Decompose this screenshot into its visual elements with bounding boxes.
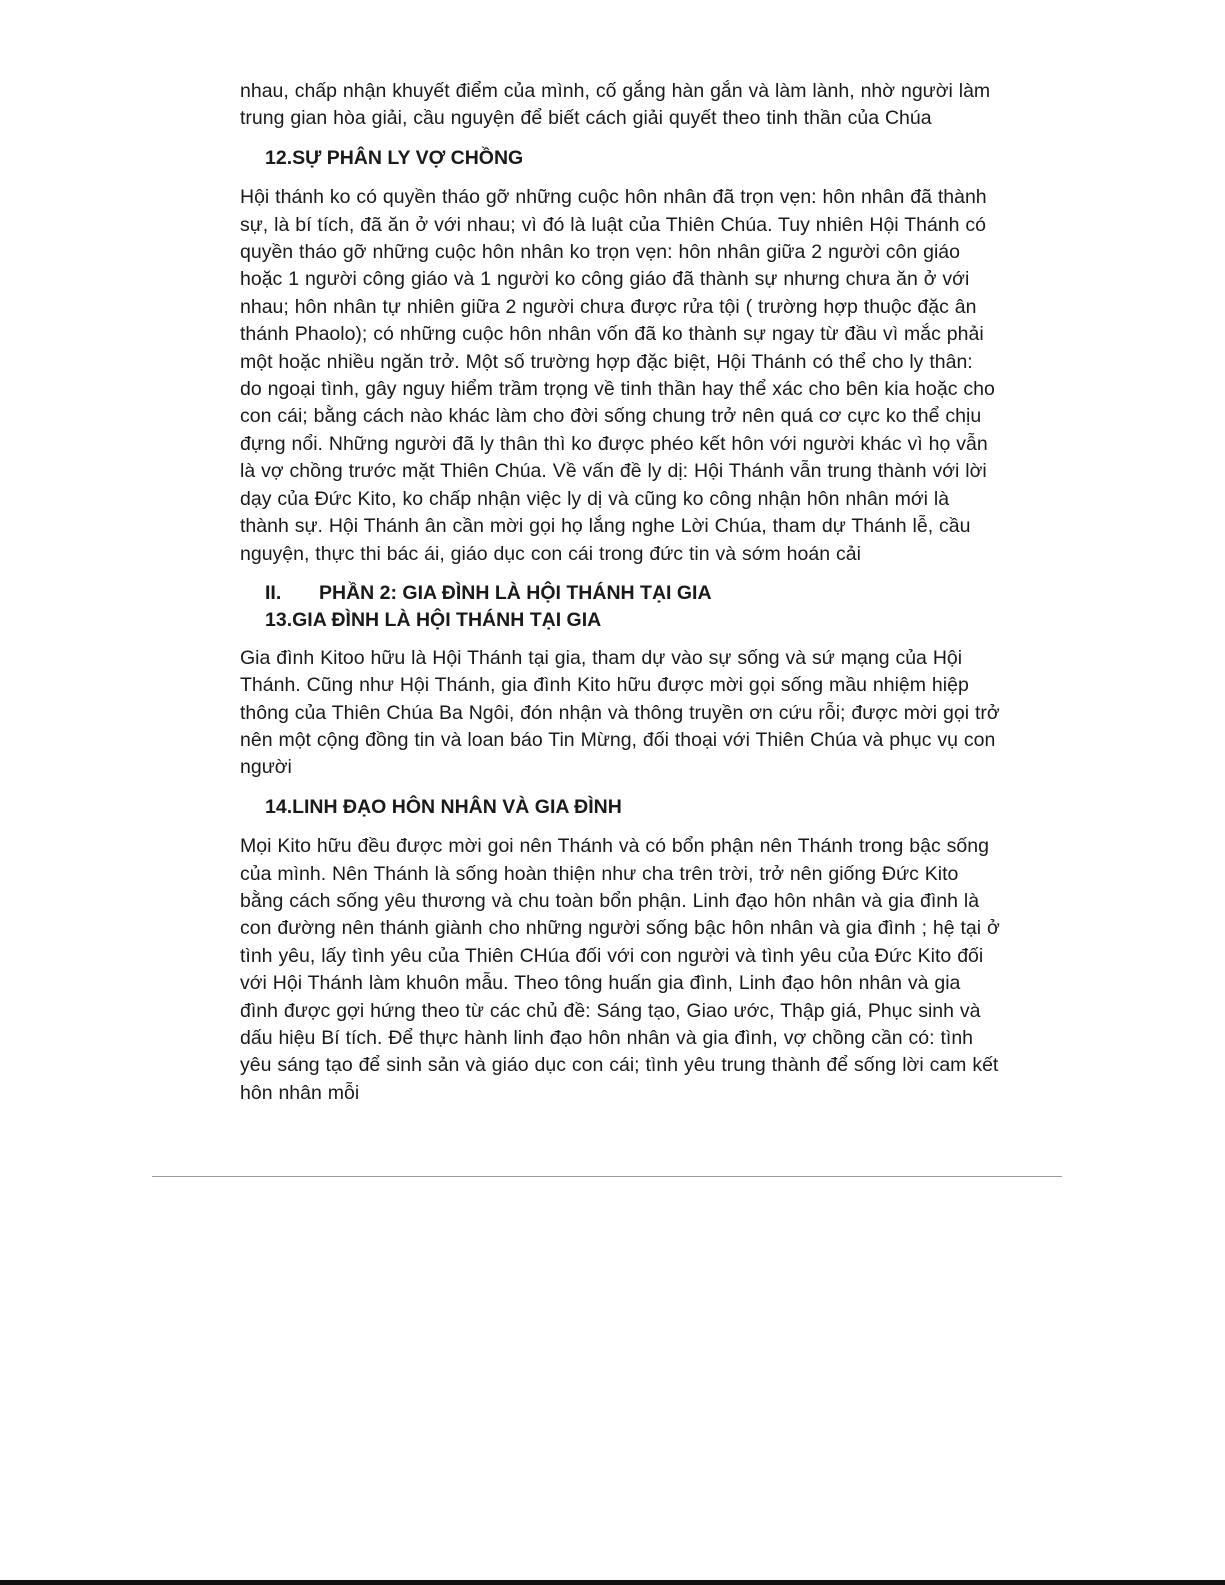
part-number: II. [265, 581, 282, 604]
page-footer-divider [152, 1176, 1062, 1177]
paragraph-domestic-church: Gia đình Kitoo hữu là Hội Thánh tại gia, tham dự vào sự sống và sứ mạng của Hội Thánh. Cũng như Hội Thánh, gia đình Kito hữu được mời gọi sống mầu nhiệm hiệp thông của Thiên Chúa Ba Ngôi, đón nhận và thông truyền ơn cứu rỗi; được mời gọi trở nên một cộng đồng tin và loan báo Tin Mừng, đối thoại với Thiên Chúa và phục vụ con người [240, 646, 1000, 779]
paragraph-separation: Hội thánh ko có quyền tháo gỡ những cuộc hôn nhân đã trọn vẹn: hôn nhân đã thành sự, là bí tích, đã ăn ở với nhau; vì đó là luật của Thiên Chúa. Tuy nhiên Hội Thánh có quyền tháo gỡ những cuộc hôn nhân ko trọn vẹn: hôn nhân giữa 2 người côn giáo hoặc 1 người công giáo và 1 người ko công giáo đã thành sự nhưng chưa ăn ở với nhau; hôn nhân tự nhiên giữa 2 người chưa được rửa tội ( trường hợp thuộc đặc ân thánh Phaolo); có những cuộc hôn nhân vốn đã ko thành sự ngay từ đầu vì mắc phải một hoặc nhiều ngăn trở. Một số trường hợp đặc biệt, Hội Thánh có thể cho ly thân: do ngoại tình, gây nguy hiểm trầm trọng về tinh thần hay thể xác cho bên kia hoặc cho con cái; bằng cách nào khác làm cho đời sống chung trở nên quá cơ cực ko thể chịu đựng nổi. Những người đã ly thân thì ko được phéo kết hôn với người khác vì họ vẫn là vợ chồng trước mặt Thiên Chúa. Về vấn đề ly dị: Hội Thánh vẫn trung thành với lời dạy của Đức Kito, ko chấp nhận việc ly dị và cũng ko công nhận hôn nhân mới là thành sự. Hội Thánh ân cần mời gọi họ lắng nghe Lời Chúa, tham dự Thánh lễ, cầu nguyện, thực thi bác ái, giáo dục con cái trong đức tin và sớm hoán cải [240, 186, 995, 565]
paragraph-continuation: nhau, chấp nhận khuyết điểm của mình, cố gắng hàn gắn và làm lành, nhờ người làm trung gian hòa giải, cầu nguyện để biết cách giải quyết theo tinh thần của Chúa [240, 80, 991, 130]
page-bottom-edge [0, 1580, 1225, 1585]
paragraph-spirituality: Mọi Kito hữu đều được mời goi nên Thánh và có bổn phận nên Thánh trong bậc sống của mình. Nên Thánh là sống hoàn thiện như cha trên trời, trở nên giống Đức Kito bằng cách sống yêu thương và chu toàn bổn phận. Linh đạo hôn nhân và gia đình là con đường nên thánh giành cho những người sống bậc hôn nhân và gia đình ; hệ tại ở tình yêu, lấy tình yêu của Thiên CHúa đối với con người và tình yêu của Đức Kito đối với Hội Thánh làm khuôn mẫu. Theo tông huấn gia đình, Linh đạo hôn nhân và gia đình được gợi hứng theo từ các chủ đề: Sáng tạo, Giao ước, Thập giá, Phục sinh và dấu hiệu Bí tích. Để thực hành linh đạo hôn nhân và gia đình, vợ chồng cần có: tình yêu sáng tạo để sinh sản và giáo dục con cái; tình yêu trung thành để sống lời cam kết hôn nhân mỗi [240, 835, 1000, 1104]
section-heading-13: 13.GIA ĐÌNH LÀ HỘI THÁNH TẠI GIA [265, 609, 602, 632]
section-heading-14: 14.LINH ĐẠO HÔN NHÂN VÀ GIA ĐÌNH [265, 795, 622, 818]
document-page [240, 78, 1000, 1119]
section-heading-12: 12.SỰ PHÂN LY VỢ CHỒNG [265, 146, 524, 169]
part-heading-2 [265, 580, 1000, 607]
part-title: PHẦN 2: GIA ĐÌNH LÀ HỘI THÁNH TẠI GIA [319, 581, 712, 604]
